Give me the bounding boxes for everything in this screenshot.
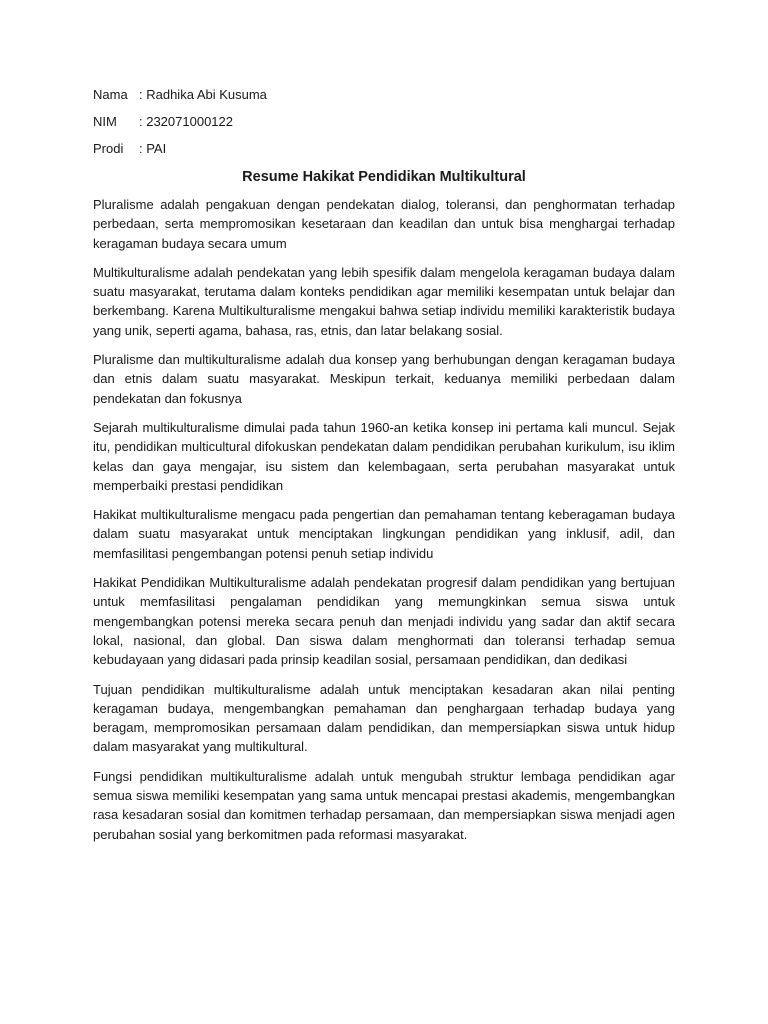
meta-row-prodi: [93, 140, 675, 158]
paragraph-multikulturalisme: Multikulturalisme adalah pendekatan yang lebih spesifik dalam mengelola keragaman budaya dalam suatu masyarakat, terutama dalam konteks pendidikan agar memiliki kesempatan untuk belajar dan berkembang. Karena Multikulturalisme mengakui bahwa setiap individu memiliki karakteristik budaya yang unik, seperti agama, bahasa, ras, etnis, dan latar belakang sosial.: [93, 264, 675, 338]
paragraph-tujuan: Tujuan pendidikan multikulturalisme adalah untuk menciptakan kesadaran akan nilai penting keragaman budaya, mengembangkan pemahaman dan penghargaan terhadap budaya yang beragam, mempromosikan persamaan dalam pendidikan, dan mempersiapkan siswa untuk hidup dalam masyarakat yang multikultural.: [93, 681, 675, 755]
prodi-value: : PAI: [139, 141, 167, 156]
meta-row-nim: [93, 113, 675, 131]
paragraph-perbedaan: Pluralisme dan multikulturalisme adalah dua konsep yang berhubungan dengan keragaman budaya dan etnis dalam suatu masyarakat. Meskipun terkait, keduanya memiliki perbedaan dalam pendekatan dan fokusnya: [93, 352, 675, 406]
paragraph-fungsi: Fungsi pendidikan multikulturalisme adalah untuk mengubah struktur lembaga pendidikan agar semua siswa memiliki kesempatan yang sama untuk mencapai prestasi akademis, mengembangkan rasa kesadaran sosial dan komitmen terhadap persamaan, dan mempersiapkan siswa menjadi agen perubahan sosial yang berkomitmen pada reformasi masyarakat.: [93, 768, 675, 842]
prodi-label: Prodi: [93, 141, 124, 156]
paragraph-pluralisme: Pluralisme adalah pengakuan dengan pendekatan dialog, toleransi, dan penghormatan terhadap perbedaan, serta mempromosikan kesetaraan dan keadilan dan untuk bisa menghargai terhadap keragaman budaya secara umum: [93, 197, 675, 251]
name-label: Nama: [93, 87, 128, 102]
nim-label: NIM: [93, 114, 117, 129]
name-value: : Radhika Abi Kusuma: [139, 87, 267, 102]
paragraph-hakikat-pendidikan: Hakikat Pendidikan Multikulturalisme adalah pendekatan progresif dalam pendidikan yang bertujuan untuk memfasilitasi pengalaman pendidikan yang memungkinkan semua siswa untuk mengembangkan potensi mereka secara penuh dan menjadi individu yang sadar dan aktif secara lokal, nasional, dan global. Dan siswa dalam menghormati dan toleransi terhadap semua kebudayaan yang didasari pada prinsip keadilan sosial, persamaan pendidikan, dan dedikasi: [93, 575, 675, 668]
document-title: Resume Hakikat Pendidikan Multikultural: [242, 169, 526, 185]
meta-row-name: [93, 86, 675, 104]
nim-value: : 232071000122: [139, 114, 233, 129]
document-page: [93, 86, 675, 854]
paragraph-sejarah: Sejarah multikulturalisme dimulai pada tahun 1960-an ketika konsep ini pertama kali muncul. Sejak itu, pendidikan multicultural difokuskan pendekatan dalam pendidikan perubahan kurikulum, isu iklim kelas dan gaya mengajar, isu sistem dan kelembagaan, serta perubahan masyarakat untuk memperbaiki prestasi pendidikan: [93, 419, 675, 493]
paragraph-hakikat-multikulturalisme: Hakikat multikulturalisme mengacu pada pengertian dan pemahaman tentang keberagaman budaya dalam suatu masyarakat untuk menciptakan lingkungan pendidikan yang inklusif, adil, dan memfasilitasi pengembangan potensi penuh setiap individu: [93, 507, 675, 561]
